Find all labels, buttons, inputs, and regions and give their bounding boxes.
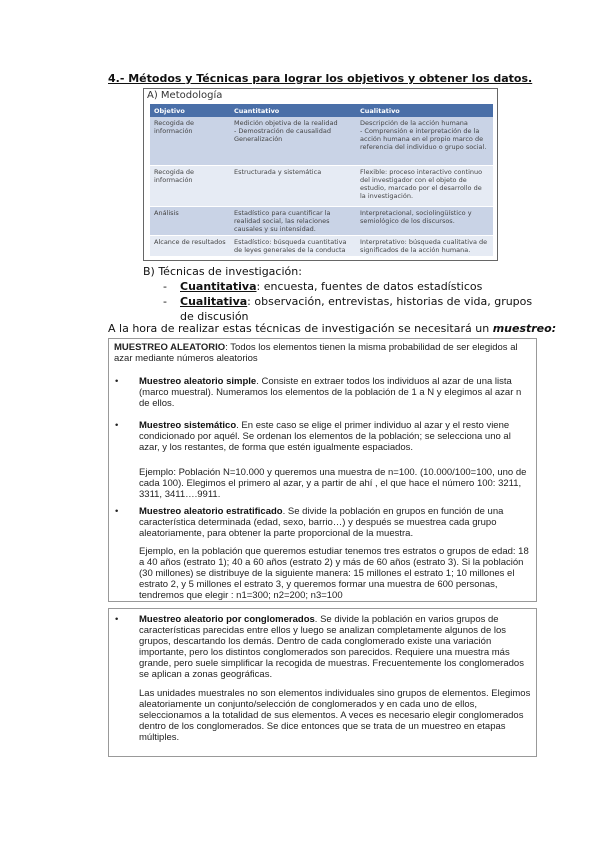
table-cell: Recogida de información: [150, 117, 230, 166]
table-cell: Interpretacional, sociolingüístico y semiológico de los discursos.: [356, 207, 493, 236]
table-cell: Interpretativo: búsqueda cualitativa de significados de la acción humana.: [356, 236, 493, 257]
table-cell: Alcance de resultados: [150, 236, 230, 257]
table-cell: Estructurada y sistemática: [230, 166, 356, 207]
sampling-panel-1: [108, 338, 537, 602]
bullet-icon: •: [115, 376, 119, 387]
bullet-icon: •: [115, 420, 119, 431]
techniques-section: [143, 264, 543, 324]
techniques-title: B) Técnicas de investigación:: [143, 265, 302, 278]
methodology-image: [143, 88, 498, 261]
table-row: [150, 236, 493, 257]
stratified-sampling: • Muestreo aleatorio estratificado. Se divide la población en grupos en función de una característica determinada (edad, sexo, barrio…) y después se muestrea cada grupo aleatoriamente, para obtener la parte proporcional de la muestra.: [115, 506, 504, 539]
section-heading: 4.- Métodos y Técnicas para lograr los objetivos y obtener los datos.: [108, 72, 533, 85]
bullet-icon: •: [115, 506, 119, 517]
col-header: Cualitativo: [356, 104, 493, 117]
cluster-sampling: • Muestreo aleatorio por conglomerados. Se divide la población en varios grupos de características parecidas entre ellos y luego se analizan completamente algunos de los grupos, descartando los demás. Dentro de cada conglomerado existe una variación importante, pero los distintos conglomerados son parecidos. Requiere una muestra más grande, pero suele simplificar la recogida de muestras. Frecuentemente los conglomerados se aplican a zonas geográficas.: [115, 614, 524, 680]
table-cell: Medición objetiva de la realidad - Demostración de causalidad Generalización: [230, 117, 356, 166]
methodology-table: [150, 104, 493, 257]
sampling-panel-2: [108, 608, 537, 757]
table-cell: Estadístico para cuantificar la realidad social, las relaciones causales y su intensidad.: [230, 207, 356, 236]
table-cell: Recogida de información: [150, 166, 230, 207]
bullet-icon: •: [115, 614, 119, 625]
systematic-sampling: • Muestreo sistemático. En este caso se elige el primer individuo al azar y el resto viene condicionado por aquél. Se ordenan los elementos de la población; se selecciona uno al azar, y los restantes, de forma que estén igualmente espaciados.: [115, 420, 511, 453]
sampling-intro: A la hora de realizar estas técnicas de investigación se necesitará un muestreo:: [108, 322, 557, 335]
dash-bullet: -: [163, 280, 167, 293]
table-row: [150, 207, 493, 236]
dash-bullet: -: [163, 295, 167, 308]
simple-random-sampling: • Muestreo aleatorio simple. Consiste en extraer todos los individuos al azar de una lista (marco muestral). Numeramos los elementos de la población de 1 a N y elegimos al azar n de ellos.: [115, 376, 522, 409]
table-cell: Descripción de la acción humana - Comprensión e interpretación de la acción humana en el propio marco de referencia del individuo o grupo social.: [356, 117, 493, 166]
table-row: [150, 166, 493, 207]
table-cell: Estadístico: búsqueda cuantitativa de leyes generales de la conducta: [230, 236, 356, 257]
stratified-example: Ejemplo, en la población que queremos estudiar tenemos tres estratos o grupos de edad: 18 a 40 años (estrato 1); 40 a 60 años (estrato 2) y más de 60 años (estrato 3). Si la población (30 millones) se distribuye de la siguiente manera: 15 millones el estrato 1; 10 millones el estrato 2, y 5 millones el estrato 3, y queremos formar una muestra de 600 personas, tendremos que elegir : n1=300; n2=200; n3=100: [139, 546, 529, 601]
technique-item: - Cualitativa: observación, entrevistas, historias de vida, grupos de discusión: [163, 295, 533, 323]
technique-item: - Cuantitativa: encuesta, fuentes de datos estadísticos: [163, 280, 483, 293]
col-header: Cuantitativo: [230, 104, 356, 117]
table-cell: Flexible: proceso interactivo continuo del investigador con el objeto de estudio, marcado por el desarrollo de la investigación.: [356, 166, 493, 207]
table-cell: Análisis: [150, 207, 230, 236]
random-sampling-definition: MUESTREO ALEATORIO: Todos los elementos tienen la misma probabilidad de ser elegidos al azar mediante números aleatorios: [114, 342, 518, 364]
col-header: Objetivo: [150, 104, 230, 117]
table-row: [150, 117, 493, 166]
cluster-explanation: Las unidades muestrales no son elementos individuales sino grupos de elementos. Elegimos aleatoriamente un conjunto/selección de conglomerados y en cada uno de ellos, seleccionamos a la totalidad de sus elementos. A veces es necesario elegir conglomerados dentro de los conglomerados. Se dice entonces que se trata de un muestreo en etapas múltiples.: [139, 688, 531, 743]
methodology-title: A) Metodología: [147, 90, 223, 101]
systematic-example: Ejemplo: Población N=10.000 y queremos una muestra de n=100. (10.000/100=100, uno de cada 100). Elegimos el primero al azar, y a partir de ahí , el que hace el número 100: 3211, 3311, 3411….9911.: [139, 467, 527, 500]
